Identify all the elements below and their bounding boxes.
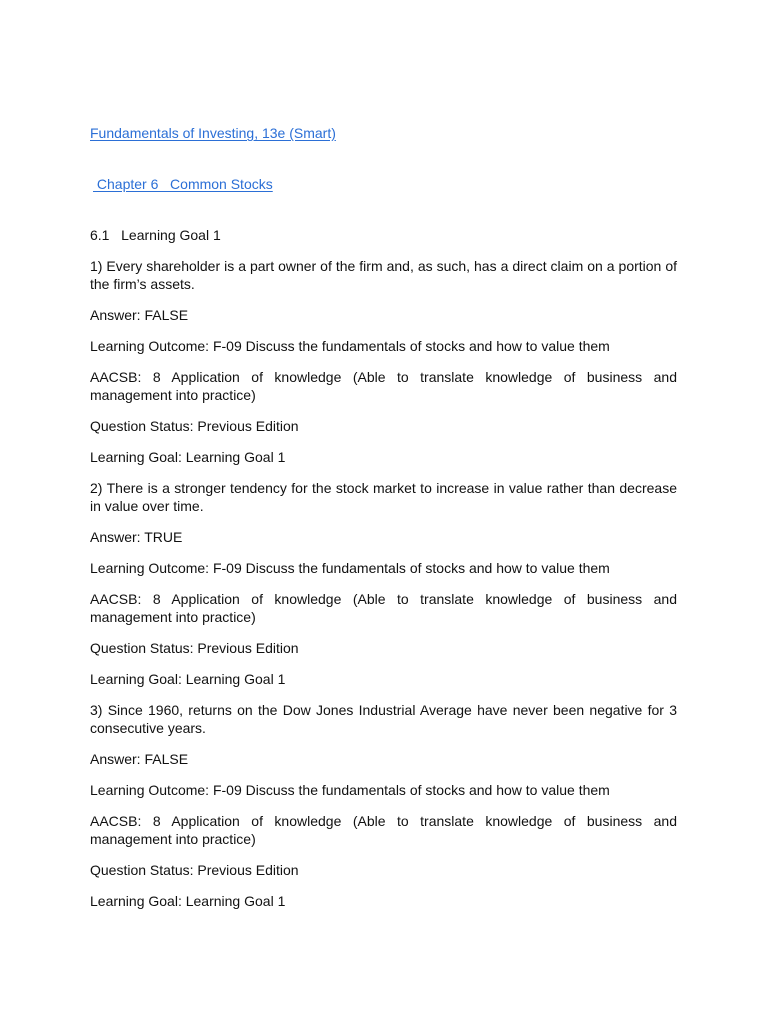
answer-text: Answer: FALSE <box>90 751 189 767</box>
learning-outcome-text: Learning Outcome: F-09 Discuss the fundamentals of stocks and how to value them <box>90 560 610 576</box>
question-3 <box>90 701 677 910</box>
document-title-link[interactable]: Fundamentals of Investing, 13e (Smart) <box>90 125 336 141</box>
chapter-heading-link[interactable]: Chapter 6 Common Stocks <box>93 176 273 192</box>
answer-text: Answer: TRUE <box>90 529 183 545</box>
learning-outcome-text: Learning Outcome: F-09 Discuss the fundamentals of stocks and how to value them <box>90 338 610 354</box>
document-page <box>90 123 677 923</box>
question-status-text: Question Status: Previous Edition <box>90 640 299 656</box>
question-1 <box>90 257 677 466</box>
question-status-text: Question Status: Previous Edition <box>90 862 299 878</box>
aacsb-text: AACSB: 8 Application of knowledge (Able to translate knowledge of business and management into practice) <box>90 369 677 403</box>
learning-outcome-text: Learning Outcome: F-09 Discuss the fundamentals of stocks and how to value them <box>90 782 610 798</box>
aacsb-text: AACSB: 8 Application of knowledge (Able to translate knowledge of business and management into practice) <box>90 591 677 625</box>
question-text: 3) Since 1960, returns on the Dow Jones Industrial Average have never been negative for 3 consecutive years. <box>90 702 677 736</box>
learning-goal-text: Learning Goal: Learning Goal 1 <box>90 893 286 909</box>
question-text: 2) There is a stronger tendency for the stock market to increase in value rather than decrease in value over time. <box>90 480 677 514</box>
section-heading: 6.1 Learning Goal 1 <box>90 227 221 243</box>
learning-goal-text: Learning Goal: Learning Goal 1 <box>90 671 286 687</box>
question-text: 1) Every shareholder is a part owner of the firm and, as such, has a direct claim on a portion of the firm’s assets. <box>90 258 677 292</box>
question-status-text: Question Status: Previous Edition <box>90 418 299 434</box>
aacsb-text: AACSB: 8 Application of knowledge (Able to translate knowledge of business and management into practice) <box>90 813 677 847</box>
learning-goal-text: Learning Goal: Learning Goal 1 <box>90 449 286 465</box>
question-2 <box>90 479 677 688</box>
answer-text: Answer: FALSE <box>90 307 189 323</box>
